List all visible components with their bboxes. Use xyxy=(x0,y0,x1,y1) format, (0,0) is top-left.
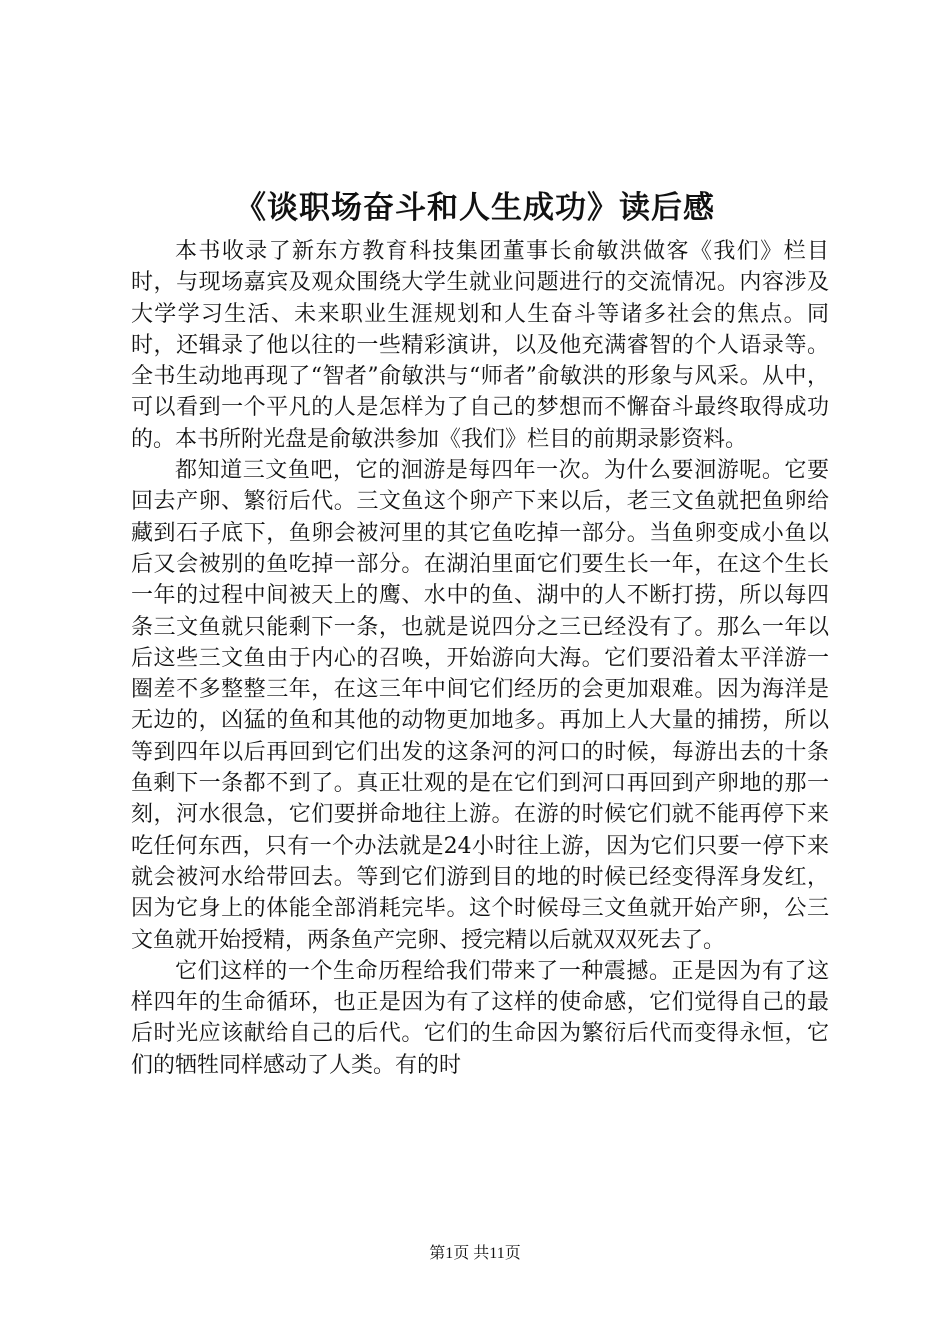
document-title: 《谈职场奋斗和人生成功》读后感 xyxy=(235,190,715,226)
paragraph: 本书收录了新东方教育科技集团董事长俞敏洪做客《我们》栏目时，与现场嘉宾及观众围绕大学生就业问题进行的交流情况。内容涉及大学学习生活、未来职业生涯规划和人生奋斗等诸多社会的焦点。同时，还辑录了他以往的一些精彩演讲，以及他充满睿智的个人语录等。全书生动地再现了“智者”俞敏洪与“师者”俞敏洪的形象与风采。从中，可以看到一个平凡的人是怎样为了自己的梦想而不懈奋斗最终取得成功的。本书所附光盘是俞敏洪参加《我们》栏目的前期录影资料。 xyxy=(131,239,829,452)
paragraph: 都知道三文鱼吧，它的洄游是每四年一次。为什么要洄游呢。它要回去产卵、繁衍后代。三文鱼这个卵产下来以后，老三文鱼就把鱼卵给藏到石子底下，鱼卵会被河里的其它鱼吃掉一部分。当鱼卵变成小鱼以后又会被别的鱼吃掉一部分。在湖泊里面它们要生长一年，在这个生长一年的过程中间被天上的鹰、水中的鱼、湖中的人不断打捞，所以每四条三文鱼就只能剩下一条，也就是说四分之三已经没有了。那么一年以后这些三文鱼由于内心的召唤，开始游向大海。它们要沿着太平洋游一圈差不多整整三年，在这三年中间它们经历的会更加艰难。因为海洋是无边的，凶猛的鱼和其他的动物更加地多。再加上人大量的捕捞，所以等到四年以后再回到它们出发的这条河的河口的时候，每游出去的十条鱼剩下一条都不到了。真正壮观的是在它们到河口再回到产卵地的那一刻，河水很急，它们要拼命地往上游。在游的时候它们就不能再停下来吃任何东西，只有一个办法就是24小时往上游，因为它们只要一停下来就会被河水给带回去。等到它们游到目的地的时候已经变得浑身发红，因为它身上的体能全部消耗完毕。这个时候母三文鱼就开始产卵，公三文鱼就开始授精，两条鱼产完卵、授完精以后就双双死去了。 xyxy=(131,458,829,953)
page-number-footer: 第1页 共11页 xyxy=(429,1245,521,1262)
paragraph: 它们这样的一个生命历程给我们带来了一种震撼。正是因为有了这样四年的生命循环，也正是因为有了这样的使命感，它们觉得自己的最后时光应该献给自己的后代。它们的生命因为繁衍后代而变得永恒，它们的牺牲同样感动了人类。有的时 xyxy=(131,958,829,1078)
document-body xyxy=(131,236,829,1081)
